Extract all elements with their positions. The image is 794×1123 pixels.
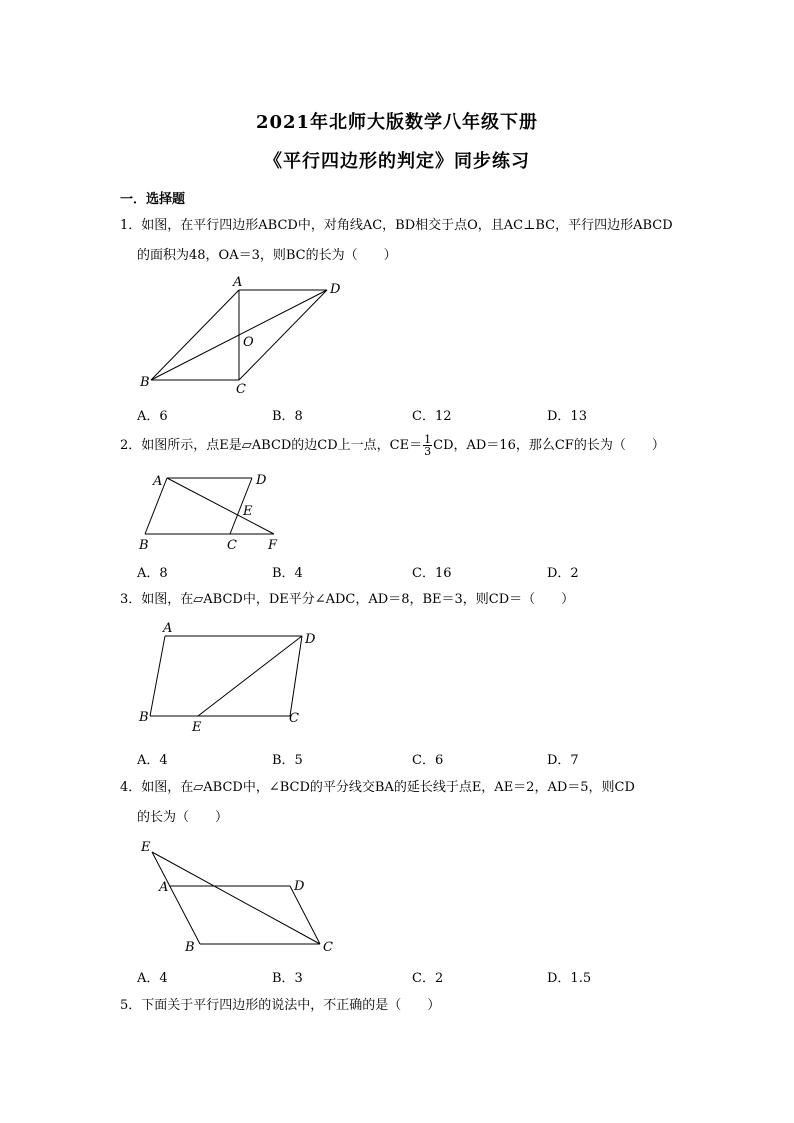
question-1-line-2: 的面积为48，OA＝3，则BC的长为（ ） — [137, 248, 397, 263]
question-3-figure — [135, 618, 335, 738]
q3-option-a: A．4 — [137, 753, 168, 768]
q4-label-b: B — [185, 940, 195, 955]
q4-label-a: A — [159, 880, 169, 895]
q2-option-a: A．8 — [137, 566, 168, 581]
q2-option-d: D．2 — [547, 566, 579, 581]
q2-option-b: B．4 — [272, 566, 303, 581]
section-heading: 一．选择题 — [120, 192, 186, 207]
q1-label-o: O — [243, 335, 254, 350]
q1-option-b: B．8 — [272, 409, 303, 424]
q3-label-d: D — [305, 632, 316, 647]
q1-option-c: C．12 — [412, 409, 452, 424]
question-5-line-1: 5．下面关于平行四边形的说法中，不正确的是（ ） — [120, 998, 441, 1013]
q1-label-c: C — [236, 382, 246, 397]
q4-label-c: C — [323, 940, 333, 955]
q1-label-d: D — [330, 282, 341, 297]
question-3-line-1: 3．如图，在▱ABCD中，DE平分∠ADC，AD＝8，BE＝3，则CD＝（ ） — [120, 592, 575, 607]
q3-label-b: B — [139, 710, 149, 725]
q1-label-b: B — [140, 375, 150, 390]
q2-label-f: F — [268, 538, 278, 553]
q3-option-b: B．5 — [272, 753, 303, 768]
question-4-line-2: 的长为（ ） — [137, 810, 229, 825]
q2-label-b: B — [139, 538, 149, 553]
q3-label-a: A — [163, 621, 173, 636]
question-2-text-after: CD，AD＝16，那么CF的长为（ ） — [433, 438, 665, 453]
q4-label-d: D — [294, 879, 305, 894]
q1-option-d: D．13 — [547, 409, 587, 424]
question-1-line-1: 1．如图，在平行四边形ABCD中，对角线AC，BD相交于点O，且AC⊥BC，平行四边形ABCD — [120, 218, 673, 233]
q2-label-d: D — [256, 473, 267, 488]
q3-option-d: D．7 — [547, 753, 579, 768]
q4-option-c: C．2 — [412, 971, 444, 986]
question-2-figure — [135, 468, 295, 558]
question-4-figure — [135, 836, 355, 961]
q4-label-e: E — [141, 840, 151, 855]
fraction-denominator: 3 — [424, 445, 432, 458]
q2-label-c: C — [227, 538, 237, 553]
question-2-text — [120, 434, 665, 457]
q1-label-a: A — [233, 275, 243, 290]
q3-label-e: E — [192, 720, 202, 735]
question-1-figure — [135, 272, 355, 402]
q2-label-a: A — [153, 474, 163, 489]
fraction-numerator: 1 — [424, 433, 432, 446]
q4-option-b: B．3 — [272, 971, 303, 986]
fraction-one-third — [423, 434, 432, 457]
q1-option-a: A．6 — [137, 409, 168, 424]
document-subtitle: 《平行四边形的判定》同步练习 — [264, 151, 530, 172]
question-4-line-1: 4．如图，在▱ABCD中，∠BCD的平分线交BA的延长线于点E，AE＝2，AD＝5，则CD — [120, 780, 635, 795]
question-2-text-before: 2．如图所示，点E是▱ABCD的边CD上一点，CE＝ — [120, 438, 423, 453]
q2-label-e: E — [243, 504, 253, 519]
q3-label-c: C — [289, 711, 299, 726]
q4-option-a: A．4 — [137, 971, 168, 986]
document-title: 2021年北师大版数学八年级下册 — [255, 112, 539, 133]
q2-option-c: C．16 — [412, 566, 452, 581]
q3-option-c: C．6 — [412, 753, 444, 768]
q4-option-d: D．1.5 — [547, 971, 592, 986]
